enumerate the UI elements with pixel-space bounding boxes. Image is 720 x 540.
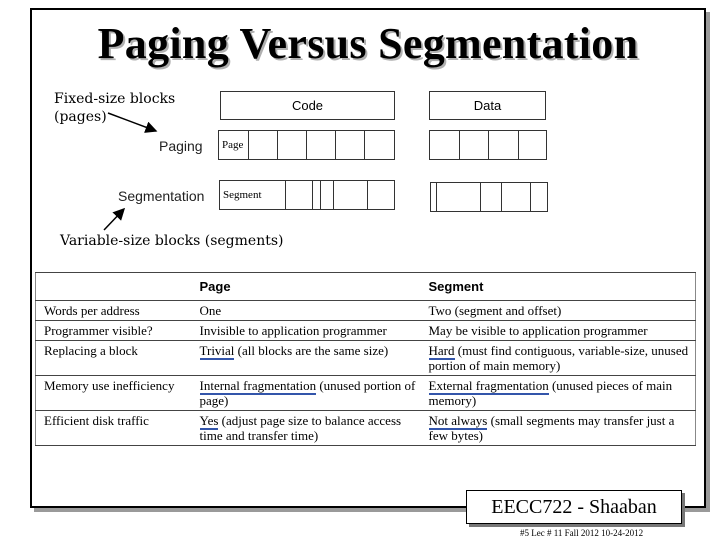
row-attribute: Replacing a block <box>36 341 192 376</box>
segmentation-code-segments <box>219 180 395 210</box>
segment-cell <box>481 183 502 211</box>
segment-cell <box>321 181 334 209</box>
segment-value-rest: (unused pieces of main memory) <box>428 378 673 408</box>
page-cell-value <box>192 376 421 411</box>
page-value-lead: Internal fragmentation <box>199 378 317 393</box>
segment-cell-value <box>421 301 696 321</box>
code-label: Code <box>291 98 324 113</box>
comparison-table <box>35 272 696 446</box>
segment-value-lead: Not always <box>428 413 488 428</box>
page-cell <box>249 131 278 159</box>
page-cell-value <box>192 341 421 376</box>
row-attribute: Memory use inefficiency <box>36 376 192 411</box>
row-attribute: Programmer visible? <box>36 321 192 341</box>
table-header-row <box>36 273 696 301</box>
page-cell-value <box>192 321 421 341</box>
data-label: Data <box>473 98 502 113</box>
segment-cell-value <box>421 321 696 341</box>
page-cell <box>519 131 549 159</box>
header-segment: Segment <box>421 273 696 301</box>
page-value-lead: Trivial <box>199 343 235 358</box>
table-row <box>36 321 696 341</box>
segment-cell <box>334 181 368 209</box>
page-cell <box>460 131 490 159</box>
fixed-size-note-line1: Fixed-size blocks <box>54 91 176 107</box>
table-row <box>36 341 696 376</box>
segment-cell <box>437 183 481 211</box>
segment-cell-value <box>421 411 696 446</box>
page-cell-value <box>192 301 421 321</box>
header-attribute <box>36 273 192 301</box>
code-block <box>220 91 395 120</box>
page-value-rest: (all blocks are the same size) <box>234 343 389 358</box>
page-cell-value <box>192 411 421 446</box>
paging-label: Paging <box>159 138 203 154</box>
row-attribute: Efficient disk traffic <box>36 411 192 446</box>
paging-code-pages <box>218 130 395 160</box>
segment-value-rest: May be visible to application programmer <box>428 323 648 338</box>
segment-value-rest: (small segments may transfer just a few bytes) <box>428 413 675 443</box>
page-cell <box>430 131 460 159</box>
segmentation-data-segments <box>430 182 548 212</box>
segment-cell-value <box>421 341 696 376</box>
data-block <box>429 91 546 120</box>
segment-value-lead: External fragmentation <box>428 378 549 393</box>
segmentation-label: Segmentation <box>118 188 205 204</box>
segment-value-lead: Hard <box>428 343 455 358</box>
course-footer: EECC722 - Shaaban <box>466 490 682 524</box>
header-page: Page <box>192 273 421 301</box>
page-value-lead: Yes <box>199 413 219 428</box>
segment-cell <box>502 183 531 211</box>
paging-data-pages <box>429 130 547 160</box>
segment-value-rest: Two (segment and offset) <box>428 303 562 318</box>
page-value-rest: One <box>199 303 222 318</box>
segment-cell <box>286 181 313 209</box>
arrow-to-paging <box>108 113 156 131</box>
slide-title: Paging Versus Segmentation <box>97 19 639 68</box>
segment-value-rest: (must find contiguous, variable-size, unused portion of main memory) <box>428 343 689 373</box>
page-value-rest: (adjust page size to balance access time and transfer time) <box>199 413 402 443</box>
variable-size-note: Variable-size blocks (segments) <box>60 233 284 249</box>
page-cell <box>336 131 365 159</box>
fixed-size-note-line2: (pages) <box>54 109 107 125</box>
page-cell <box>489 131 519 159</box>
arrow-to-segmentation <box>104 209 124 230</box>
table-row <box>36 376 696 411</box>
table-row <box>36 411 696 446</box>
segment-cell <box>368 181 394 209</box>
page-cell <box>307 131 336 159</box>
lecture-meta: #5 Lec # 11 Fall 2012 10-24-2012 <box>520 528 644 538</box>
segment-cell: Segment <box>220 181 286 209</box>
page-value-rest: Invisible to application programmer <box>199 323 387 338</box>
page-cell <box>278 131 307 159</box>
segment-cell <box>313 181 321 209</box>
segment-cell-value <box>421 376 696 411</box>
table-row <box>36 301 696 321</box>
row-attribute: Words per address <box>36 301 192 321</box>
page-value-rest: (unused portion of page) <box>199 378 416 408</box>
segment-cell <box>531 183 549 211</box>
page-cell <box>365 131 394 159</box>
page-cell: Page <box>219 131 249 159</box>
